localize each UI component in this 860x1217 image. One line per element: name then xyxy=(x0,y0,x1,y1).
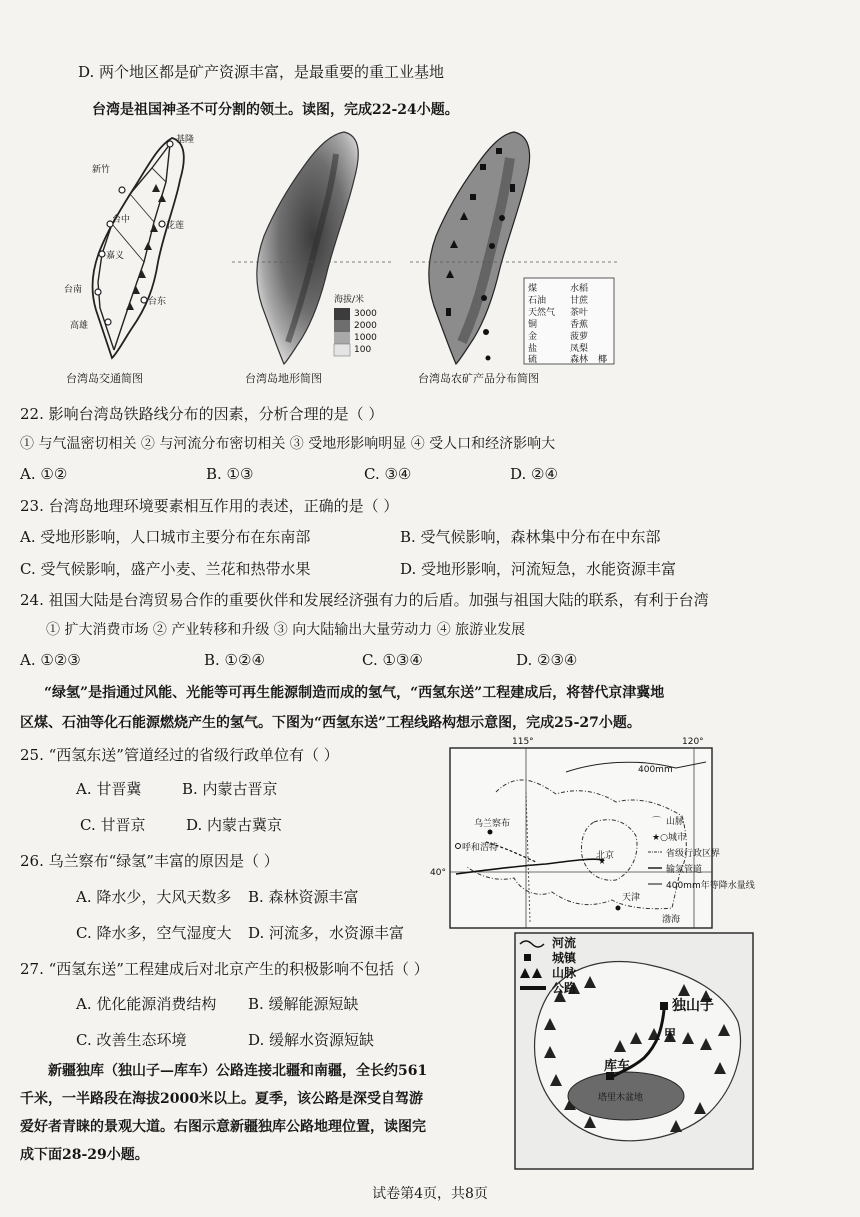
xmap-legend-river: 河流 xyxy=(552,936,577,950)
q26-option-d[interactable]: D. 河流多，水资源丰富 xyxy=(248,924,405,942)
hydrogen-intro-line1: “绿氢”是指通过风能、光能等可再生能源制造而成的氢气，“西氢东送”工程建成后，将替代京津冀地 xyxy=(44,685,665,701)
q24-option-c[interactable]: C. ①③④ xyxy=(362,651,423,669)
xmap-legend-town: 城镇 xyxy=(552,951,577,965)
terrain-map-caption: 台湾岛地形简图 xyxy=(245,372,322,385)
xinjiang-text-3: 爱好者青睐的景观大道。右图示意新疆独库公路地理位置，读图完 xyxy=(20,1119,426,1135)
terrain-legend xyxy=(334,293,377,356)
q22-stem: 22. 影响台湾岛铁路线分布的因素，分析合理的是（ ） xyxy=(20,405,384,423)
q24-option-d[interactable]: D. ②③④ xyxy=(516,651,578,669)
xmap-legend-mountain: 山脉 xyxy=(552,966,577,980)
xmap-legend-road: 公路 xyxy=(552,981,577,995)
legend-coconut: 椰 xyxy=(598,355,608,365)
hydrogen-intro-line2: 区煤、石油等化石能源燃烧产生的氢气。下图为“西氢东送”工程线路构想示意图，完成25-27小题。 xyxy=(20,715,641,731)
legend-copper: 铜 xyxy=(528,320,538,330)
legend-rice: 水稻 xyxy=(570,284,589,294)
hmap-hohhot: 呼和浩特 xyxy=(462,843,499,853)
q26-option-b[interactable]: B. 森林资源丰富 xyxy=(248,888,359,906)
hmap-legend-pipeline: 输氢管道 xyxy=(666,865,703,875)
legend-pineapple: 菠萝 xyxy=(570,332,589,342)
xmap-dushanzi: 独山子 xyxy=(672,998,714,1014)
label-kaohsiung: 高雄 xyxy=(70,321,89,331)
hmap-legend-mountain: 山脉 xyxy=(666,817,685,827)
q25-option-b[interactable]: B. 内蒙古晋京 xyxy=(182,780,278,798)
xmap-desert: 塔里木盆地 xyxy=(598,1093,644,1103)
q22-option-d[interactable]: D. ②④ xyxy=(510,465,558,483)
hmap-bohai: 渤海 xyxy=(662,915,681,925)
legend-salt: 盐 xyxy=(528,344,538,354)
legend-oil: 石油 xyxy=(528,296,547,306)
q22-option-b[interactable]: B. ①③ xyxy=(206,465,254,483)
q27-option-d[interactable]: D. 缓解水资源短缺 xyxy=(248,1031,375,1049)
taiwan-transport-map xyxy=(62,132,212,362)
label-keelung: 基隆 xyxy=(176,135,195,145)
label-hualien: 花莲 xyxy=(166,221,185,231)
label-chiayi: 嘉义 xyxy=(106,251,125,261)
label-taitung: 台东 xyxy=(148,297,167,307)
q27-option-a[interactable]: A. 优化能源消费结构 xyxy=(76,995,217,1013)
xinjiang-text-4: 成下面28-29小题。 xyxy=(20,1147,149,1163)
label-tainan: 台南 xyxy=(64,285,83,295)
hmap-legend-city: 城市 xyxy=(668,833,687,843)
q22-option-c[interactable]: C. ③④ xyxy=(364,465,412,483)
legend-sugarcane: 甘蔗 xyxy=(570,296,589,306)
hmap-lat40: 40° xyxy=(430,868,446,878)
q25-option-a[interactable]: A. 甘晋冀 xyxy=(76,780,142,798)
label-taichung: 台中 xyxy=(112,215,131,225)
q26-stem: 26. 乌兰察布“绿氢”丰富的原因是（ ） xyxy=(20,852,279,870)
q23-option-a[interactable]: A. 受地形影响，人口城市主要分布在东南部 xyxy=(20,528,311,546)
products-map-caption: 台湾岛农矿产品分布简图 xyxy=(418,372,539,385)
terrain-legend-1000: 1000 xyxy=(354,333,377,343)
q27-stem: 27. “西氢东送”工程建成后对北京产生的积极影响不包括（ ） xyxy=(20,960,429,978)
hmap-lon115: 115° xyxy=(512,737,534,747)
hmap-beijing: 北京 xyxy=(596,851,615,861)
hmap-tianjin: 天津 xyxy=(622,893,641,903)
q24-option-a[interactable]: A. ①②③ xyxy=(20,651,81,669)
hmap-wulanchabu: 乌兰察布 xyxy=(474,819,511,829)
svg-text:★○: ★○ xyxy=(652,833,668,843)
terrain-legend-title: 海拔/米 xyxy=(334,295,365,305)
xinjiang-highway-map xyxy=(514,932,754,1170)
q25-option-d[interactable]: D. 内蒙古冀京 xyxy=(186,816,283,834)
xinjiang-text-1: 新疆独库（独山子—库车）公路连接北疆和南疆，全长约561 xyxy=(48,1063,428,1079)
q27-option-b[interactable]: B. 缓解能源短缺 xyxy=(248,995,359,1013)
q23-option-d[interactable]: D. 受地形影响，河流短急，水能资源丰富 xyxy=(400,560,677,578)
q22-items: ① 与气温密切相关 ② 与河流分布密切相关 ③ 受地形影响明显 ④ 受人口和经济影响大 xyxy=(20,436,556,452)
q27-option-c[interactable]: C. 改善生态环境 xyxy=(76,1031,187,1049)
hydrogen-pipeline-map xyxy=(426,732,755,932)
legend-forest: 森林 xyxy=(570,355,589,365)
hmap-lon120: 120° xyxy=(682,737,704,747)
hmap-isohyet: 400mm xyxy=(638,765,673,775)
q22-option-a[interactable]: A. ①② xyxy=(20,465,68,483)
legend-fengli: 凤梨 xyxy=(570,344,589,354)
taiwan-products-map xyxy=(410,128,620,368)
q24-option-b[interactable]: B. ①②④ xyxy=(204,651,265,669)
transport-map-caption: 台湾岛交通简图 xyxy=(66,372,143,385)
q25-stem: 25. “西氢东送”管道经过的省级行政单位有（ ） xyxy=(20,746,339,764)
q23-option-c[interactable]: C. 受气候影响，盛产小麦、兰花和热带水果 xyxy=(20,560,311,578)
terrain-legend-2000: 2000 xyxy=(354,321,377,331)
legend-coal: 煤 xyxy=(528,284,538,294)
terrain-legend-3000: 3000 xyxy=(354,309,377,319)
legend-gas: 天然气 xyxy=(528,308,556,318)
legend-gold: 金 xyxy=(528,332,538,342)
xmap-kuche: 库车 xyxy=(604,1059,631,1074)
xmap-jia: 甲 xyxy=(664,1027,677,1041)
legend-sulfur: 硫 xyxy=(528,355,538,365)
legend-tea: 茶叶 xyxy=(570,308,589,318)
page-footer: 试卷第4页，共8页 xyxy=(372,1186,488,1202)
q25-option-c[interactable]: C. 甘晋京 xyxy=(80,816,146,834)
xinjiang-text-2: 千米，一半路段在海拔2000米以上。夏季，该公路是深受自驾游 xyxy=(20,1091,423,1107)
option-d-top: D. 两个地区都是矿产资源丰富，是最重要的重工业基地 xyxy=(78,63,445,81)
terrain-legend-100: 100 xyxy=(354,345,372,355)
taiwan-intro: 台湾是祖国神圣不可分割的领土。读图，完成22-24小题。 xyxy=(92,102,459,118)
q26-option-c[interactable]: C. 降水多，空气湿度大 xyxy=(76,924,232,942)
q26-option-a[interactable]: A. 降水少，大风天数多 xyxy=(76,888,232,906)
legend-banana: 香蕉 xyxy=(570,320,589,330)
q24-items: ① 扩大消费市场 ② 产业转移和升级 ③ 向大陆输出大量劳动力 ④ 旅游业发展 xyxy=(46,622,526,638)
q23-option-b[interactable]: B. 受气候影响，森林集中分布在中东部 xyxy=(400,528,661,546)
svg-text:⌒: ⌒ xyxy=(652,817,662,827)
hmap-legend-isohyet: 400mm年等降水量线 xyxy=(666,881,755,891)
taiwan-terrain-map xyxy=(232,128,392,368)
q24-stem: 24. 祖国大陆是台湾贸易合作的重要伙伴和发展经济强有力的后盾。加强与祖国大陆的联系，有利于台湾 xyxy=(20,591,709,609)
hmap-legend-boundary: 省级行政区界 xyxy=(666,849,721,859)
label-hsinchu: 新竹 xyxy=(92,165,111,175)
q23-stem: 23. 台湾岛地理环境要素相互作用的表述，正确的是（ ） xyxy=(20,497,399,515)
products-legend xyxy=(524,278,614,365)
